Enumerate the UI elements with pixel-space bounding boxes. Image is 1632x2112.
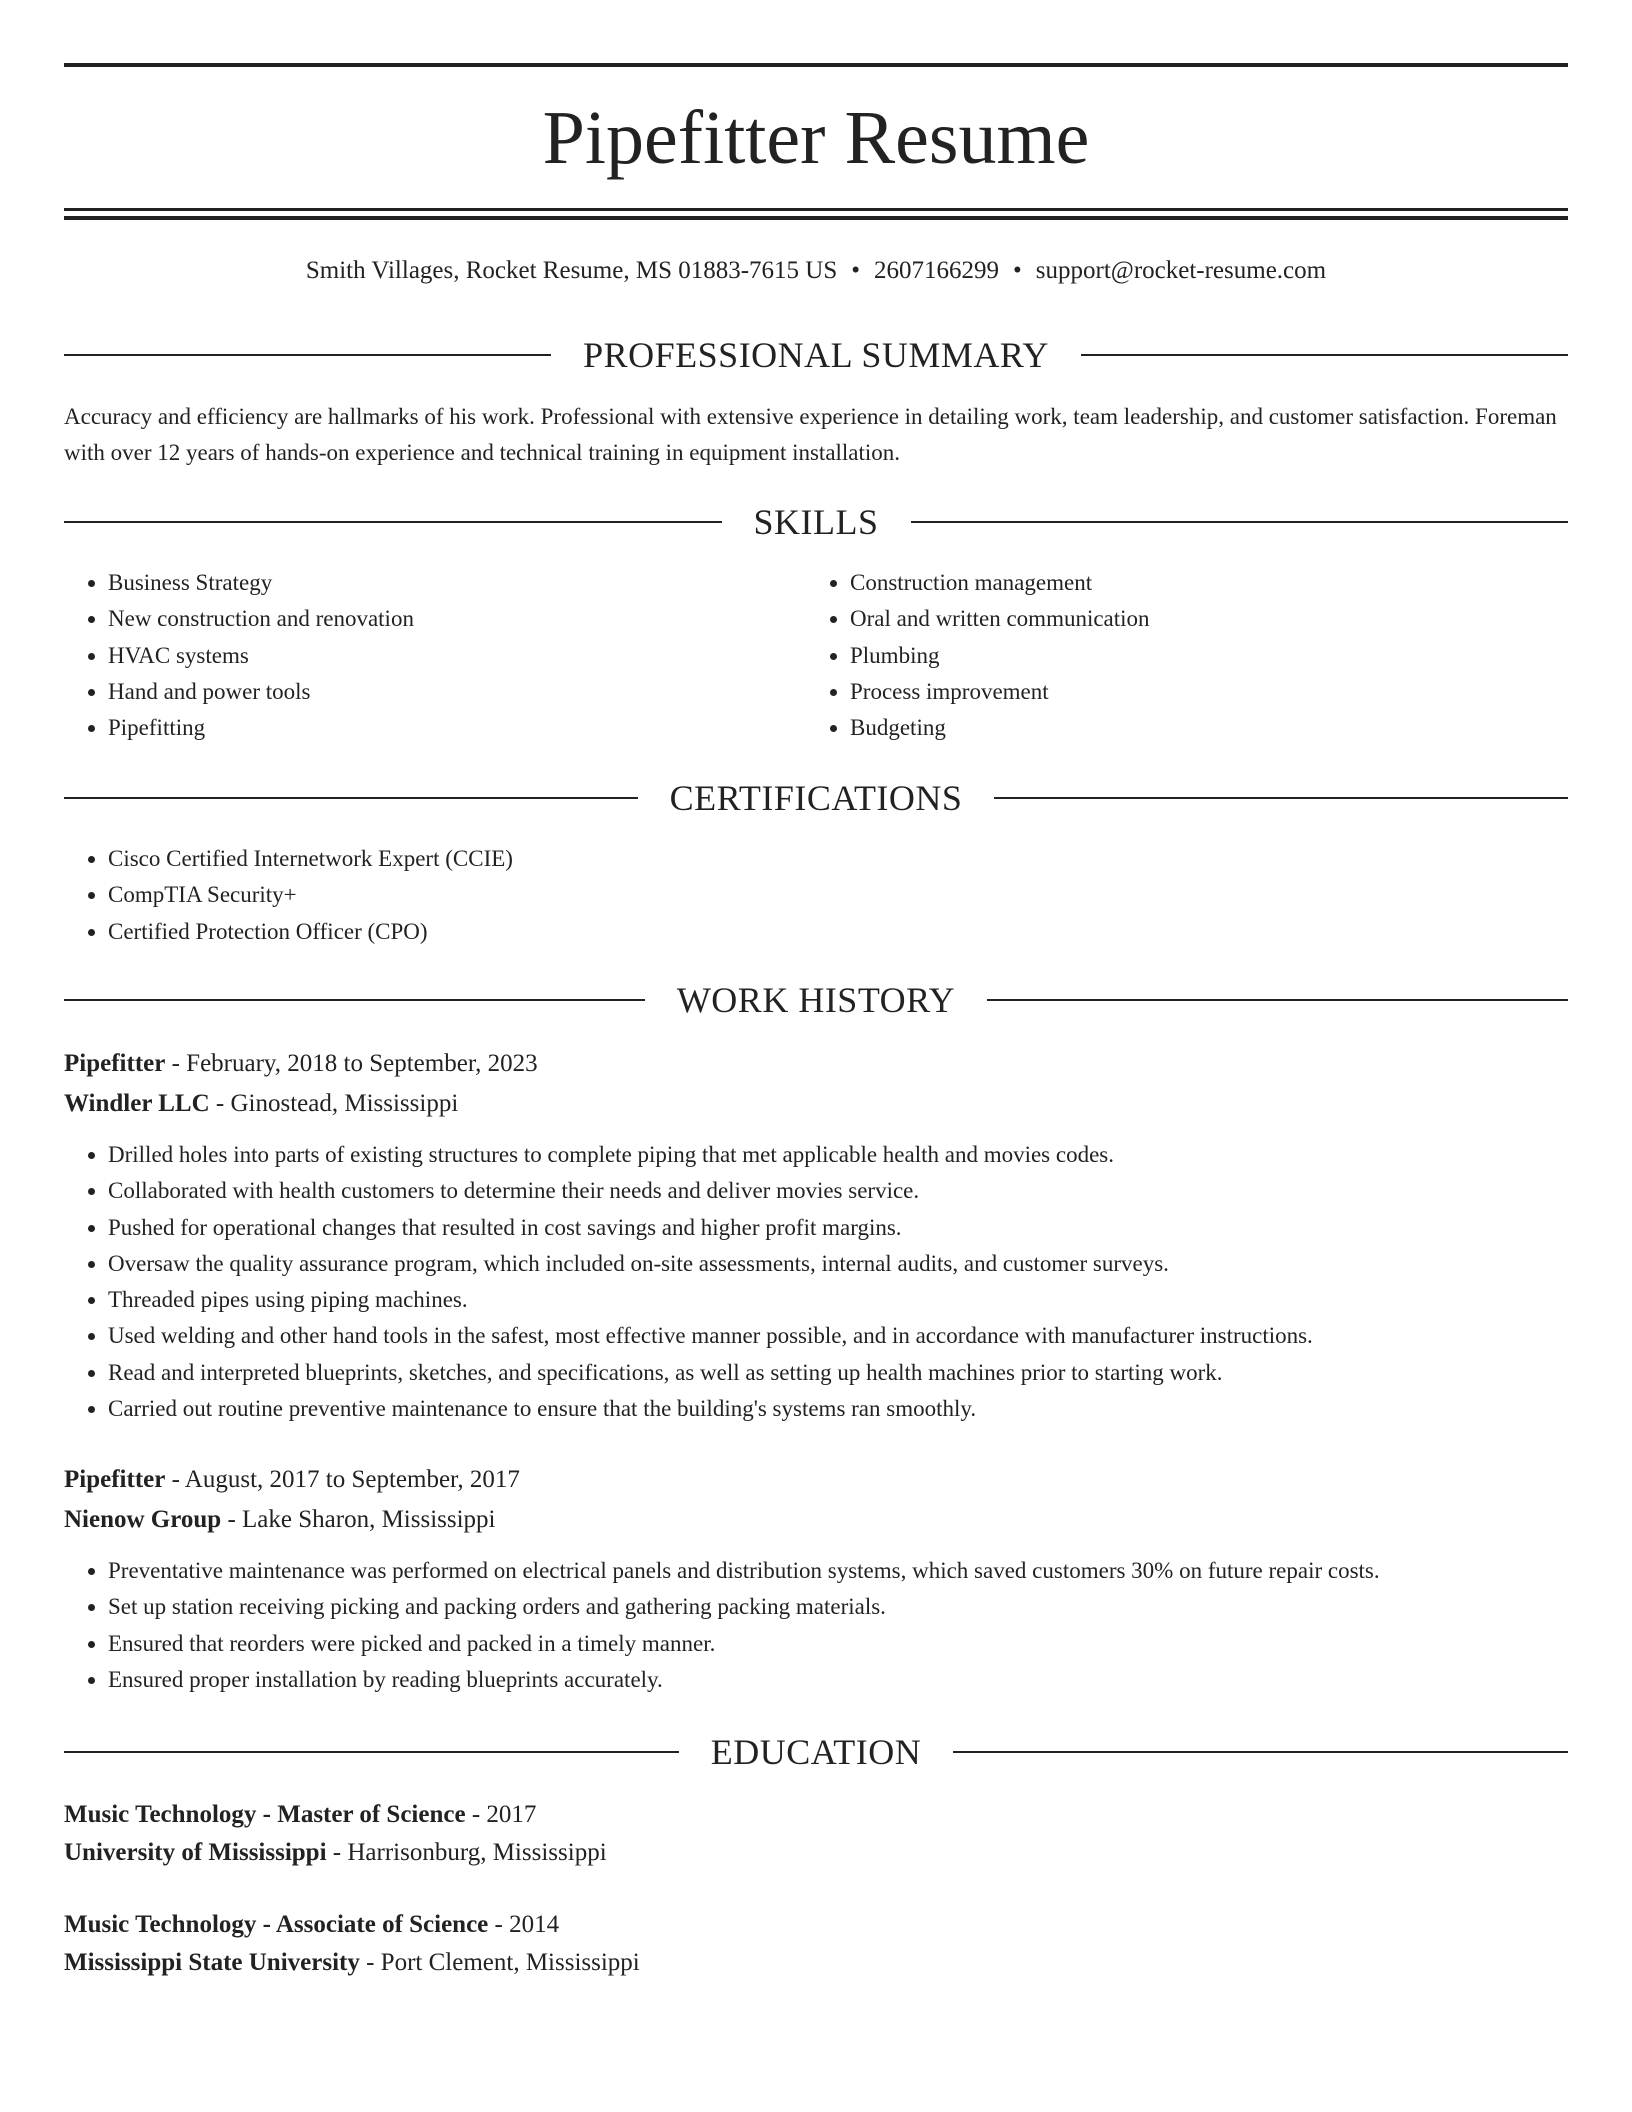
heading-rule-right — [994, 797, 1568, 799]
resume-title: Pipefitter Resume — [542, 96, 1090, 180]
skills-heading-text: SKILLS — [753, 502, 879, 542]
skill-item: • Pipefitting — [108, 710, 808, 746]
skill-item: • Plumbing — [850, 638, 1550, 674]
job-title-line — [64, 1044, 1568, 1084]
job-title-line — [64, 1460, 1568, 1500]
contact-line — [64, 253, 1568, 289]
heading-rule-left — [64, 1751, 679, 1753]
heading-rule-right — [953, 1751, 1568, 1753]
certifications-list — [64, 841, 1568, 950]
job-bullet: • Read and interpreted blueprints, sketches, and specifications, as well as setting up health machines prior to starting work. — [108, 1355, 1568, 1391]
education-year: - 2014 — [488, 1911, 560, 1938]
heading-rule-left — [64, 999, 645, 1001]
job-bullet: • Oversaw the quality assurance program, which included on-site assessments, internal audits, and customer surveys. — [108, 1246, 1568, 1282]
work-history-heading-text: WORK HISTORY — [676, 980, 956, 1020]
certifications-heading — [64, 773, 1568, 823]
job-title: Pipefitter — [64, 1050, 166, 1077]
skill-item: • New construction and renovation — [108, 601, 808, 637]
education-degree: Music Technology - Master of Science — [64, 1801, 466, 1828]
summary-heading — [64, 330, 1568, 380]
job-bullet: • Ensured that reorders were picked and packed in a timely manner. — [108, 1626, 1568, 1662]
certification-item: • Certified Protection Officer (CPO) — [108, 914, 1568, 950]
job-bullet: • Ensured proper installation by reading blueprints accurately. — [108, 1662, 1568, 1698]
education-degree-line — [64, 1795, 1568, 1835]
title-rule-lower — [64, 216, 1568, 220]
job-company-line — [64, 1500, 1568, 1540]
certifications-heading-text: CERTIFICATIONS — [669, 778, 963, 818]
top-rule — [64, 63, 1568, 67]
job-bullet: • Drilled holes into parts of existing structures to complete piping that met applicable health and movies codes. — [108, 1137, 1568, 1173]
education-degree: Music Technology - Associate of Science — [64, 1911, 489, 1938]
skills-heading — [64, 497, 1568, 547]
job-bullet: • Set up station receiving picking and packing orders and gathering packing materials. — [108, 1589, 1568, 1625]
contact-phone: 2607166299 — [874, 257, 1000, 284]
job-dates: - February, 2018 to September, 2023 — [165, 1050, 538, 1077]
job-bullet: • Carried out routine preventive maintenance to ensure that the building's systems ran smoothly. — [108, 1391, 1568, 1427]
skills-list-right — [806, 565, 1550, 746]
skill-item: • Business Strategy — [108, 565, 808, 601]
job-bullet: • Collaborated with health customers to determine their needs and deliver movies service. — [108, 1173, 1568, 1209]
skill-item: • HVAC systems — [108, 638, 808, 674]
education-location: - Harrisonburg, Mississippi — [326, 1839, 607, 1866]
education-school-line — [64, 1943, 1568, 1983]
skill-item: • Process improvement — [850, 674, 1550, 710]
job-dates: - August, 2017 to September, 2017 — [165, 1466, 520, 1493]
contact-email: support@rocket-resume.com — [1035, 257, 1327, 284]
education-school-line — [64, 1833, 1568, 1873]
title-rule-upper — [64, 208, 1568, 211]
job-title: Pipefitter — [64, 1466, 166, 1493]
skill-item: • Oral and written communication — [850, 601, 1550, 637]
job-location: - Lake Sharon, Mississippi — [221, 1506, 496, 1533]
heading-rule-left — [64, 797, 638, 799]
work-history-heading — [64, 975, 1568, 1025]
education-school: Mississippi State University — [64, 1949, 360, 1976]
job-bullets — [64, 1553, 1568, 1698]
job-bullet: • Threaded pipes using piping machines. — [108, 1282, 1568, 1318]
job-company-line — [64, 1084, 1568, 1124]
job-company: Windler LLC — [64, 1090, 210, 1117]
skills-list-left — [64, 565, 808, 746]
contact-address: Smith Villages, Rocket Resume, MS 01883-7615 US — [305, 257, 838, 284]
certification-item: • Cisco Certified Internetwork Expert (CCIE) — [108, 841, 1568, 877]
summary-heading-text: PROFESSIONAL SUMMARY — [583, 335, 1049, 375]
heading-rule-right — [911, 521, 1569, 523]
heading-rule-right — [987, 999, 1568, 1001]
contact-separator: • — [851, 257, 861, 284]
summary-text: Accuracy and efficiency are hallmarks of his work. Professional with extensive experience in detailing work, team leadership, and customer satisfaction. Foreman with over 12 years of hands-on experience and technical training in equipment installation. — [64, 404, 1557, 465]
education-heading — [64, 1727, 1568, 1777]
job-company: Nienow Group — [64, 1506, 222, 1533]
heading-rule-left — [64, 521, 722, 523]
contact-separator: • — [1013, 257, 1022, 284]
job-bullet: • Preventative maintenance was performed on electrical panels and distribution systems, which saved customers 30% on future repair costs. — [108, 1553, 1568, 1589]
job-location: - Ginostead, Mississippi — [209, 1090, 459, 1117]
skill-item: • Hand and power tools — [108, 674, 808, 710]
education-heading-text: EDUCATION — [710, 1732, 922, 1772]
heading-rule-right — [1081, 354, 1568, 356]
education-location: - Port Clement, Mississippi — [359, 1949, 640, 1976]
education-degree-line — [64, 1905, 1568, 1945]
education-school: University of Mississippi — [64, 1839, 327, 1866]
certification-item: • CompTIA Security+ — [108, 877, 1568, 913]
education-year: - 2017 — [465, 1801, 537, 1828]
job-bullet: • Pushed for operational changes that resulted in cost savings and higher profit margins. — [108, 1210, 1568, 1246]
heading-rule-left — [64, 354, 551, 356]
skill-item: • Construction management — [850, 565, 1550, 601]
job-bullets — [64, 1137, 1568, 1427]
job-bullet: • Used welding and other hand tools in the safest, most effective manner possible, and in accordance with manufacturer instructions. — [108, 1318, 1568, 1354]
skill-item: • Budgeting — [850, 710, 1550, 746]
